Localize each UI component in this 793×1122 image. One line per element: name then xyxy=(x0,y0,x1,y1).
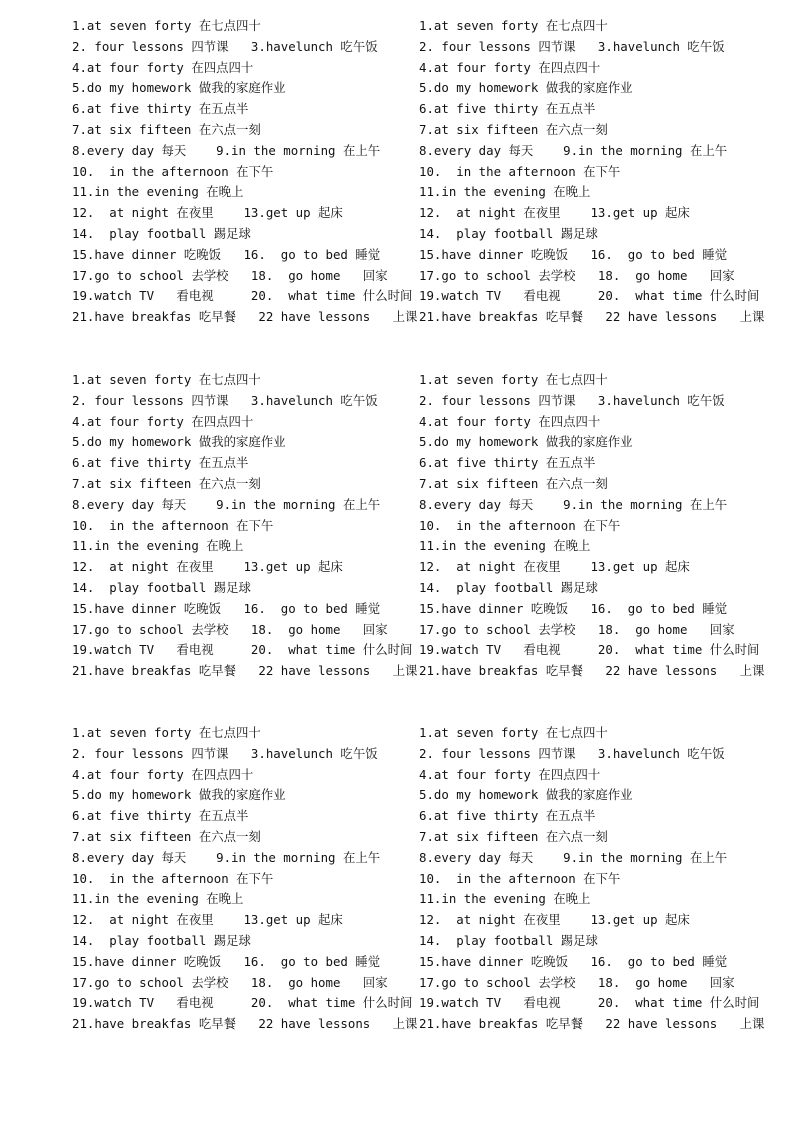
vocab-line: 12. at night 在夜里 13.get up 起床 xyxy=(72,559,343,575)
vocab-line: 2. four lessons 四节课 3.havelunch 吃午饭 xyxy=(72,392,378,408)
vocab-line: 1.at seven forty 在七点四十 xyxy=(419,725,608,740)
vocab-line: 15.have dinner 吃晚饭 16. go to bed 睡觉 xyxy=(419,246,728,262)
vocab-line: 4.at four forty 在四点四十 xyxy=(72,766,254,782)
vocab-line: 12. at night 在夜里 13.get up 起床 xyxy=(72,912,343,928)
vocab-line: 1.at seven forty 在七点四十 xyxy=(419,18,608,33)
vocab-line: 8.every day 每天 9.in the morning 在上午 xyxy=(419,849,728,865)
vocab-line: 2. four lessons 四节课 3.havelunch 吃午饭 xyxy=(419,392,725,408)
vocab-line: 15.have dinner 吃晚饭 16. go to bed 睡觉 xyxy=(72,600,381,616)
vocab-line: 15.have dinner 吃晚饭 16. go to bed 睡觉 xyxy=(419,600,728,616)
vocab-line: 10. in the afternoon 在下午 xyxy=(419,517,621,533)
vocab-line: 11.in the evening 在晚上 xyxy=(72,184,244,200)
vocab-line: 8.every day 每天 9.in the morning 在上午 xyxy=(72,496,381,512)
vocab-line: 19.watch TV 看电视 20. what time 什么时间 xyxy=(419,995,760,1011)
vocab-line: 5.do my homework 做我的家庭作业 xyxy=(72,80,286,96)
vocab-line: 2. four lessons 四节课 3.havelunch 吃午饭 xyxy=(72,745,378,761)
vocab-line: 19.watch TV 看电视 20. what time 什么时间 xyxy=(419,642,760,658)
vocab-line: 17.go to school 去学校 18. go home 回家 xyxy=(72,974,388,990)
vocab-line: 21.have breakfas 吃早餐 22 have lessons 上课 xyxy=(72,663,418,679)
vocab-line: 6.at five thirty 在五点半 xyxy=(72,101,249,117)
vocab-line: 7.at six fifteen 在六点一刻 xyxy=(419,475,608,491)
vocab-line: 4.at four forty 在四点四十 xyxy=(419,413,601,429)
vocab-line: 17.go to school 去学校 18. go home 回家 xyxy=(419,621,735,637)
vocab-line: 10. in the afternoon 在下午 xyxy=(419,870,621,886)
vocab-block-r1-c1 xyxy=(72,16,432,328)
vocab-line: 2. four lessons 四节课 3.havelunch 吃午饭 xyxy=(419,38,725,54)
vocab-block-r2-c1 xyxy=(72,370,432,682)
vocab-line: 21.have breakfas 吃早餐 22 have lessons 上课 xyxy=(72,1016,418,1032)
vocab-line: 14. play football 踢足球 xyxy=(72,225,251,241)
vocab-line: 19.watch TV 看电视 20. what time 什么时间 xyxy=(72,995,413,1011)
vocab-line: 19.watch TV 看电视 20. what time 什么时间 xyxy=(72,288,413,304)
vocab-line: 12. at night 在夜里 13.get up 起床 xyxy=(419,912,690,928)
vocab-line: 4.at four forty 在四点四十 xyxy=(72,413,254,429)
vocab-line: 17.go to school 去学校 18. go home 回家 xyxy=(72,267,388,283)
vocab-line: 10. in the afternoon 在下午 xyxy=(72,870,274,886)
vocab-line: 21.have breakfas 吃早餐 22 have lessons 上课 xyxy=(419,309,765,325)
vocab-block-r1-c2 xyxy=(419,16,779,328)
vocab-line: 14. play football 踢足球 xyxy=(72,932,251,948)
vocab-line: 15.have dinner 吃晚饭 16. go to bed 睡觉 xyxy=(72,246,381,262)
vocab-line: 6.at five thirty 在五点半 xyxy=(419,808,596,824)
vocab-line: 7.at six fifteen 在六点一刻 xyxy=(72,121,261,137)
vocab-line: 6.at five thirty 在五点半 xyxy=(419,455,596,471)
vocab-line: 14. play football 踢足球 xyxy=(419,932,598,948)
vocab-line: 11.in the evening 在晚上 xyxy=(419,184,591,200)
vocab-line: 12. at night 在夜里 13.get up 起床 xyxy=(419,205,690,221)
vocab-line: 14. play football 踢足球 xyxy=(419,225,598,241)
vocab-line: 5.do my homework 做我的家庭作业 xyxy=(419,80,633,96)
vocab-line: 21.have breakfas 吃早餐 22 have lessons 上课 xyxy=(72,309,418,325)
vocab-line: 6.at five thirty 在五点半 xyxy=(72,808,249,824)
vocab-line: 14. play football 踢足球 xyxy=(72,579,251,595)
vocab-line: 17.go to school 去学校 18. go home 回家 xyxy=(419,267,735,283)
vocab-block-r3-c2 xyxy=(419,723,779,1035)
vocab-line: 2. four lessons 四节课 3.havelunch 吃午饭 xyxy=(72,38,378,54)
vocab-line: 11.in the evening 在晚上 xyxy=(72,891,244,907)
vocab-line: 1.at seven forty 在七点四十 xyxy=(72,372,261,387)
vocab-line: 14. play football 踢足球 xyxy=(419,579,598,595)
vocab-line: 7.at six fifteen 在六点一刻 xyxy=(72,828,261,844)
vocab-line: 8.every day 每天 9.in the morning 在上午 xyxy=(72,142,381,158)
vocab-block-r2-c2 xyxy=(419,370,779,682)
vocab-line: 4.at four forty 在四点四十 xyxy=(419,59,601,75)
vocab-line: 4.at four forty 在四点四十 xyxy=(72,59,254,75)
vocab-line: 10. in the afternoon 在下午 xyxy=(72,517,274,533)
vocab-line: 21.have breakfas 吃早餐 22 have lessons 上课 xyxy=(419,663,765,679)
vocab-line: 8.every day 每天 9.in the morning 在上午 xyxy=(72,849,381,865)
vocab-line: 19.watch TV 看电视 20. what time 什么时间 xyxy=(419,288,760,304)
vocab-line: 21.have breakfas 吃早餐 22 have lessons 上课 xyxy=(419,1016,765,1032)
vocab-line: 4.at four forty 在四点四十 xyxy=(419,766,601,782)
vocab-line: 17.go to school 去学校 18. go home 回家 xyxy=(72,621,388,637)
vocab-line: 8.every day 每天 9.in the morning 在上午 xyxy=(419,142,728,158)
vocab-line: 7.at six fifteen 在六点一刻 xyxy=(72,475,261,491)
vocab-line: 12. at night 在夜里 13.get up 起床 xyxy=(419,559,690,575)
vocab-line: 6.at five thirty 在五点半 xyxy=(72,455,249,471)
vocab-line: 11.in the evening 在晚上 xyxy=(72,538,244,554)
vocab-line: 7.at six fifteen 在六点一刻 xyxy=(419,828,608,844)
vocab-line: 11.in the evening 在晚上 xyxy=(419,891,591,907)
vocab-line: 7.at six fifteen 在六点一刻 xyxy=(419,121,608,137)
vocab-line: 15.have dinner 吃晚饭 16. go to bed 睡觉 xyxy=(72,953,381,969)
vocab-line: 19.watch TV 看电视 20. what time 什么时间 xyxy=(72,642,413,658)
vocab-line: 17.go to school 去学校 18. go home 回家 xyxy=(419,974,735,990)
vocab-line: 1.at seven forty 在七点四十 xyxy=(72,18,261,33)
vocab-line: 10. in the afternoon 在下午 xyxy=(72,163,274,179)
vocab-line: 8.every day 每天 9.in the morning 在上午 xyxy=(419,496,728,512)
vocab-line: 5.do my homework 做我的家庭作业 xyxy=(72,787,286,803)
vocab-line: 10. in the afternoon 在下午 xyxy=(419,163,621,179)
vocab-line: 6.at five thirty 在五点半 xyxy=(419,101,596,117)
vocab-line: 5.do my homework 做我的家庭作业 xyxy=(419,434,633,450)
vocab-line: 2. four lessons 四节课 3.havelunch 吃午饭 xyxy=(419,745,725,761)
vocab-line: 15.have dinner 吃晚饭 16. go to bed 睡觉 xyxy=(419,953,728,969)
vocab-block-r3-c1 xyxy=(72,723,432,1035)
vocab-line: 1.at seven forty 在七点四十 xyxy=(419,372,608,387)
vocab-line: 5.do my homework 做我的家庭作业 xyxy=(419,787,633,803)
vocab-line: 12. at night 在夜里 13.get up 起床 xyxy=(72,205,343,221)
vocab-line: 11.in the evening 在晚上 xyxy=(419,538,591,554)
vocab-line: 1.at seven forty 在七点四十 xyxy=(72,725,261,740)
vocab-line: 5.do my homework 做我的家庭作业 xyxy=(72,434,286,450)
